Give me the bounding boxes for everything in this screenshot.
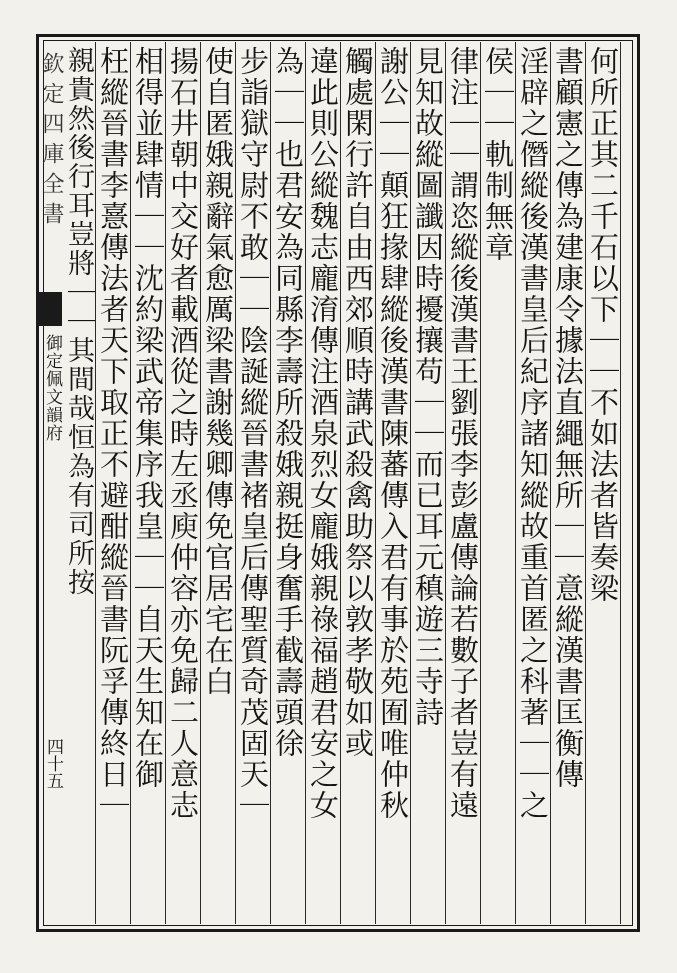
text-column-16: 親貴然後行耳豈將｜｜其間哉恒為有司所按 <box>63 46 94 597</box>
text-column-6: 見知故縱圖讖因時擾攘苟｜｜而已耳元稹遊三寺詩 <box>411 46 445 728</box>
text-column-3: 淫辟之僭縱後漢書皇后紀序諸知縱故重首匿之科著｜｜之 <box>516 46 550 821</box>
text-column-13: 揚石井朝中交好者載酒從之時左丞庾仲容亦免歸二人意志 <box>166 46 200 821</box>
text-column-11: 步詣獄守尉不敢｜｜陰誕縱晉書褚皇后傳聖質奇茂固天｜ <box>236 46 270 821</box>
text-column-14: 相得並肆情｜｜沈約梁武帝集序我皇｜｜自天生知在御 <box>131 46 165 790</box>
text-column-9: 違此則公縱魏志龐淯傳注酒泉烈女龐娥親祿福趙君安之女 <box>306 46 340 821</box>
text-column-4: 侯｜｜軌制無章 <box>481 46 515 263</box>
text-column-10: 為｜｜也君安為同縣李壽所殺娥親挺身奮手截壽頭徐 <box>271 46 305 759</box>
margin-book-name: 御定佩文韻府 <box>42 334 62 442</box>
text-column-5: 律注｜｜謂恣縱後漢書王劉張李彭盧傳論若數子者豈有遠 <box>446 46 480 821</box>
margin-page-number: 四十五 <box>43 738 63 789</box>
text-column-1: 何所正其二千石以下｜｜不如法者皆奏梁 <box>586 46 620 604</box>
text-column-12: 使自匿娥親辭氣愈厲梁書謝幾卿傳免官居宅在白 <box>201 46 235 697</box>
text-column-8: 觸處閑行許自由西郊順時講武殺禽助祭以敦孝敬如或 <box>341 46 375 759</box>
text-column-2: 書顧憲之傳為建康令據法直繩無所｜｜意縱漢書匡衡傳 <box>551 46 585 790</box>
text-column-15: 枉縱晉書李憙傳法者天下取正不避酣縱晉書阮孚傳終日｜ <box>96 46 130 821</box>
margin-book-title: 欽定四庫全書 <box>39 52 64 232</box>
text-column-7: 謝公｜｜顛狂掾肆縱後漢書陳蕃傳入君有事於苑囿唯仲秋 <box>376 46 410 821</box>
